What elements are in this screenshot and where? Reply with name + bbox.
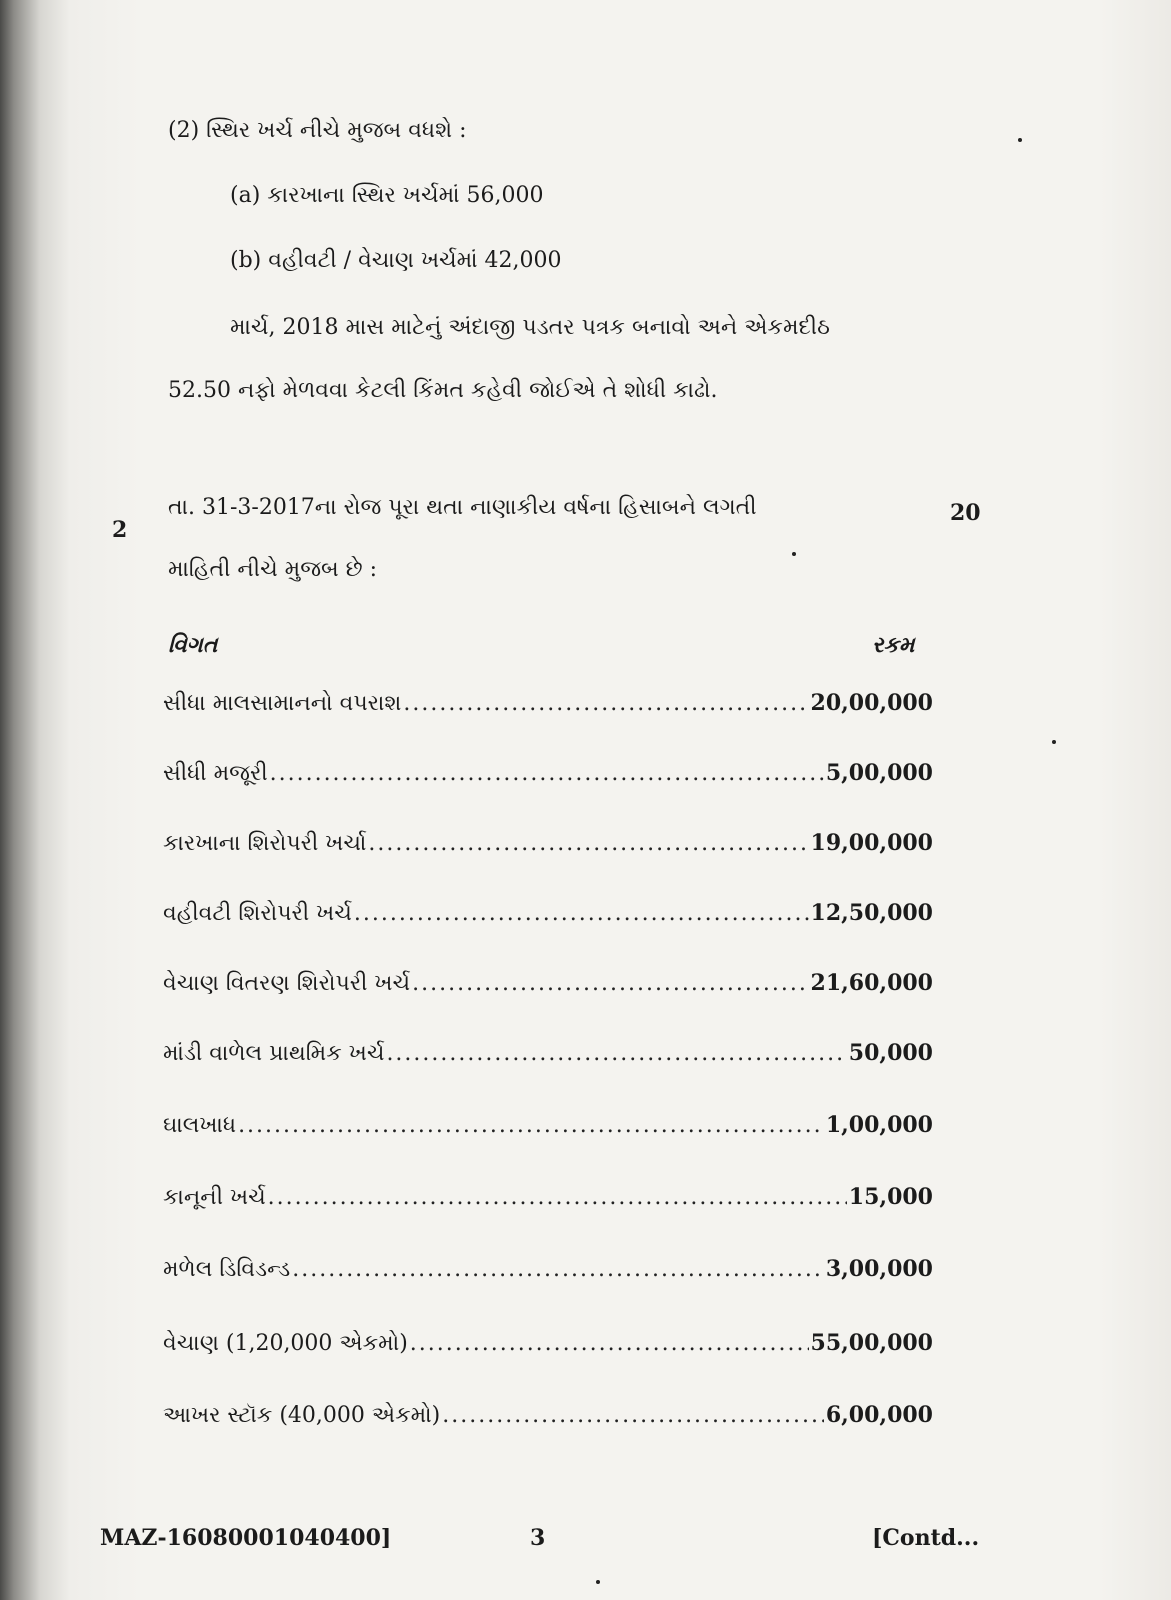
row-label: વેચાણ (1,20,000 એકમો) (163, 1331, 408, 1356)
dot-leader (238, 1113, 824, 1138)
paper-code: MAZ-16080001040400] (100, 1525, 392, 1551)
row-amount: 20,00,000 (810, 690, 933, 716)
row-label: સીધી મજૂરી (163, 761, 268, 786)
task-line-1: માર્ચ, 2018 માસ માટેનું અંદાજી પડતર પત્રક બનાવો અને એકમદીઠ (230, 315, 830, 340)
question-marks: 20 (950, 500, 981, 526)
row-amount: 3,00,000 (825, 1256, 933, 1282)
table-row (163, 1112, 933, 1144)
question-number: 2 (112, 517, 128, 543)
row-label: ઘાલખાધ (163, 1113, 237, 1138)
dot-leader (410, 1331, 809, 1356)
dot-leader (292, 1257, 824, 1282)
table-row (163, 1330, 933, 1362)
row-label: કારખાના શિરોપરી ખર્ચા (163, 831, 367, 856)
table-row (163, 970, 933, 1002)
dot-leader (412, 971, 808, 996)
table-row (163, 900, 933, 932)
row-amount: 1,00,000 (825, 1112, 933, 1138)
dot-leader (270, 761, 824, 786)
table-row (163, 1184, 933, 1216)
row-amount: 50,000 (848, 1040, 933, 1066)
row-amount: 15,000 (848, 1184, 933, 1210)
item-2a: (a) કારખાના સ્થિર ખર્ચમાં 56,000 (230, 183, 544, 208)
row-label: માંડી વાળેલ પ્રાથમિક ખર્ચ (163, 1041, 385, 1066)
scan-speck (596, 1580, 600, 1584)
row-label: વેચાણ વિતરણ શિરોપરી ખર્ચ (163, 971, 411, 996)
scan-speck (792, 552, 796, 556)
table-row (163, 830, 933, 862)
row-amount: 21,60,000 (810, 970, 933, 996)
dot-leader (403, 691, 808, 716)
row-label: સીધા માલસામાનનો વપરાશ (163, 691, 402, 716)
dot-leader (268, 1185, 847, 1210)
table-row (163, 760, 933, 792)
scan-speck (1018, 138, 1022, 142)
row-amount: 6,00,000 (825, 1402, 933, 1428)
column-header-item: વિગત (168, 632, 218, 658)
row-amount: 12,50,000 (810, 900, 933, 926)
table-row (163, 1040, 933, 1072)
task-line-2: 52.50 નફો મેળવવા કેટલી કિંમત કહેવી જોઈએ તે શોધી કાઢો. (168, 378, 718, 403)
row-label: આખર સ્ટૉક (40,000 એકમો) (163, 1403, 441, 1428)
table-row (163, 1256, 933, 1288)
row-amount: 5,00,000 (825, 760, 933, 786)
dot-leader (368, 831, 808, 856)
row-label: મળેલ ડિવિડન્ડ (163, 1257, 291, 1282)
row-amount: 19,00,000 (810, 830, 933, 856)
table-row (163, 1402, 933, 1434)
continued-marker: [Contd... (872, 1525, 980, 1551)
scan-speck (1052, 740, 1056, 744)
question-line-1: તા. 31-3-2017ના રોજ પૂરા થતા નાણાકીય વર્ષના હિસાબને લગતી (168, 495, 757, 520)
table-row (163, 690, 933, 722)
page-number: 3 (530, 1525, 546, 1551)
item-2-heading: (2) સ્થિર ખર્ચ નીચે મુજબ વધશે : (168, 118, 467, 143)
dot-leader (354, 901, 809, 926)
question-line-2: માહિતી નીચે મુજબ છે : (168, 557, 378, 582)
dot-leader (386, 1041, 846, 1066)
row-label: વહીવટી શિરોપરી ખર્ચ (163, 901, 352, 926)
row-label: કાનૂની ખર્ચ (163, 1185, 266, 1210)
column-header-amount: રકમ (872, 632, 915, 658)
row-amount: 55,00,000 (810, 1330, 933, 1356)
dot-leader (442, 1403, 824, 1428)
item-2b: (b) વહીવટી / વેચાણ ખર્ચમાં 42,000 (230, 248, 562, 273)
